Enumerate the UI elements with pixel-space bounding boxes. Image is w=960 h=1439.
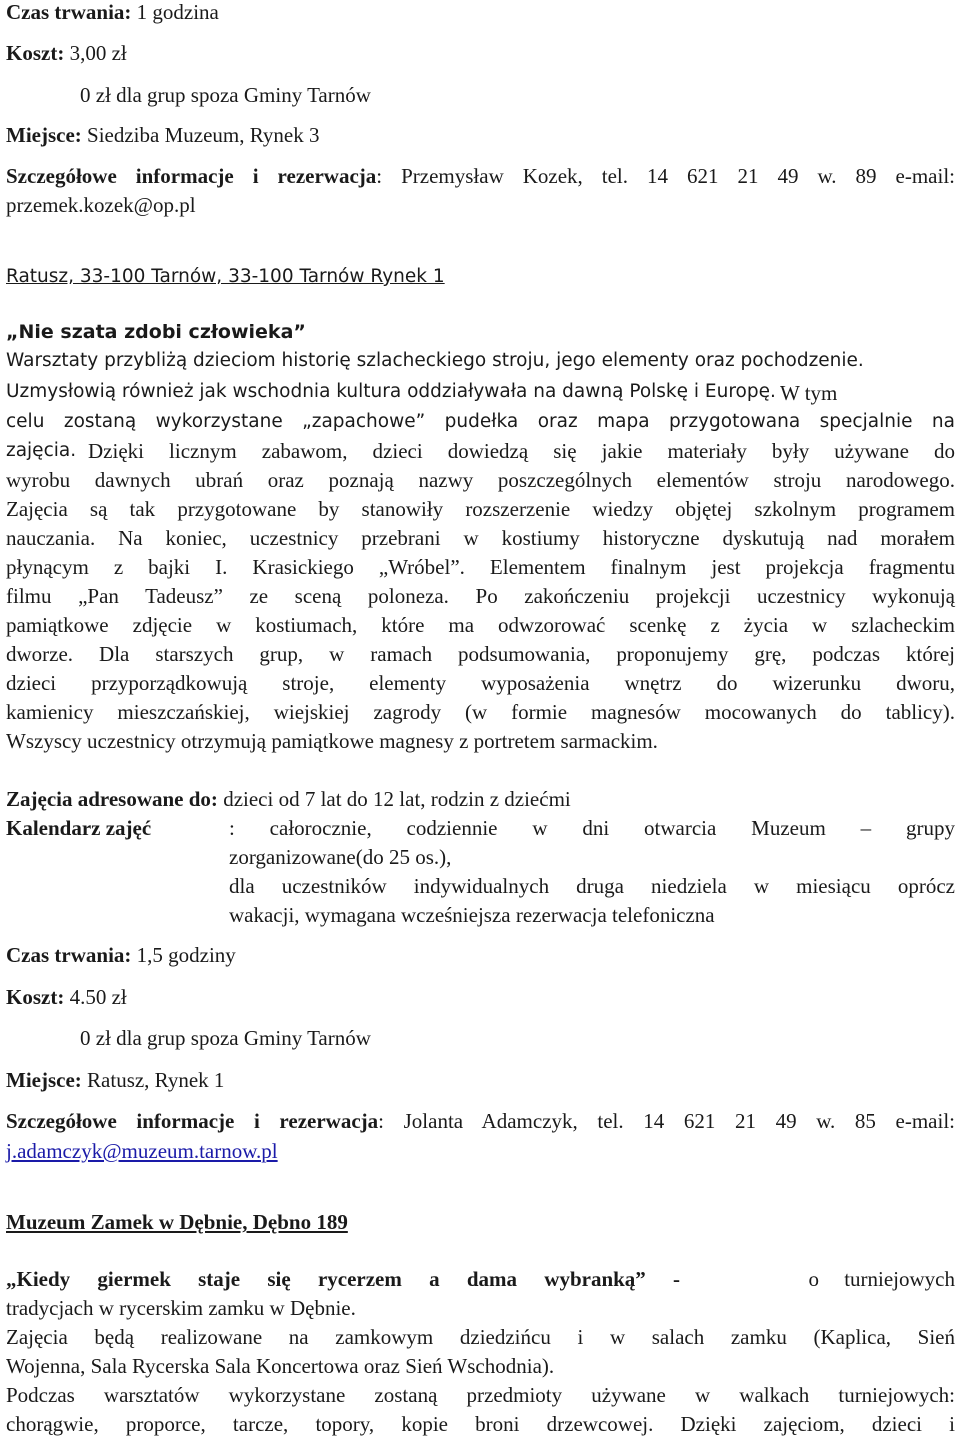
paragraph-line: kamienicy mieszczańskiej, wiejskiej zagrody (w formie magnesów mocowanych do tablicy). [6,700,955,724]
calendar-value-line: dla uczestników indywidualnych druga niedziela w miesiącu oprócz [229,874,955,898]
paragraph-line: Warsztaty przybliżą dzieciom historię szlacheckiego stroju, jego elementy oraz pochodzenie. [6,350,864,371]
workshop-title-rest: o turniejowych [808,1267,955,1291]
calendar-value-line: : całorocznie, codziennie w dni otwarcia Muzeum – grupy [229,816,955,840]
duration-value: 1 godzina [131,0,219,24]
cost-extra-line: 0 zł dla grup spoza Gminy Tarnów [80,83,371,107]
paragraph-line: Zajęcia będą realizowane na zamkowym dziedzińcu i w salach zamku (Kaplica, Sień [6,1325,955,1349]
cost-line [6,985,127,1009]
paragraph-line: filmu „Pan Tadeusz” ze sceną poloneza. Po zakończeniu projekcji uczestnicy wykonują [6,584,955,608]
duration-line [6,0,219,24]
paragraph-line: Zajęcia są tak przygotowane by stanowiły rozszerzenie wiedzy objętej szkolnym programem [6,497,955,521]
calendar-line [6,816,151,840]
section-heading-ratusz: Ratusz, 33-100 Tarnów, 33-100 Tarnów Rynek 1 [6,266,445,287]
cost-line [6,41,127,65]
paragraph-line: zajęcia. [6,440,77,461]
paragraph-line: dzieci przyporządkowują stroje, elementy wyposażenia wnętrz do wizerunku dworu, [6,671,955,695]
contact-label: Szczegółowe informacje i rezerwacja [6,1109,379,1133]
contact-value: : Jolanta Adamczyk, tel. 14 621 21 49 w. 85 e-mail: [378,1109,956,1133]
paragraph-line: Wojenna, Sala Rycerska Sala Koncertowa oraz Sień Wschodnia). [6,1354,555,1378]
section-heading-debno: Muzeum Zamek w Dębnie, Dębno 189 [6,1210,348,1234]
audience-line [6,787,571,811]
contact-line [6,1109,955,1133]
paragraph-line: Wszyscy uczestnicy otrzymują pamiątkowe magnesy z portretem sarmackim. [6,729,658,753]
cost-value: 3,00 zł [64,41,127,65]
paragraph-line: W tym [780,381,838,405]
paragraph-line: tradycjach w rycerskim zamku w Dębnie. [6,1296,356,1320]
place-line [6,1068,224,1092]
place-value: Ratusz, Rynek 1 [81,1068,225,1092]
duration-value: 1,5 godziny [131,943,236,967]
duration-label: Czas trwania: [6,0,132,24]
paragraph-line: Dzięki licznym zabawom, dzieci dowiedzą się jakie materiały były używane do [88,439,955,463]
paragraph-line: Uzmysłowią również jak wschodnia kultura oddziaływała na dawną Polskę i Europę. [6,381,776,402]
place-line [6,123,319,147]
contact-label: Szczegółowe informacje i rezerwacja [6,164,377,188]
contact-email[interactable]: przemek.kozek@op.pl [6,193,196,217]
paragraph-line: nauczania. Na koniec, uczestnicy przebrani w kostiumy historyczne dyskutują nad morałem [6,526,955,550]
contact-email-link[interactable]: j.adamczyk@muzeum.tarnow.pl [6,1139,278,1163]
place-label: Miejsce: [6,123,82,147]
paragraph-line: płynącym z bajki I. Krasickiego „Wróbel”. Elementem finalnym jest projekcja fragmentu [6,555,955,579]
place-label: Miejsce: [6,1068,82,1092]
contact-value: : Przemysław Kozek, tel. 14 621 21 49 w. 89 e-mail: [376,164,955,188]
audience-value: dzieci od 7 lat do 12 lat, rodzin z dziećmi [217,787,571,811]
cost-label: Koszt: [6,41,65,65]
cost-extra-line: 0 zł dla grup spoza Gminy Tarnów [80,1026,371,1050]
workshop-title-debno [6,1267,955,1291]
calendar-value-line: zorganizowane(do 25 os.), [229,845,452,869]
duration-label: Czas trwania: [6,943,132,967]
cost-label: Koszt: [6,985,65,1009]
workshop-title-ratusz: „Nie szata zdobi człowieka” [6,321,306,343]
paragraph-line: pamiątkowe zdjęcie w kostiumach, które ma odwzorować scenkę z życia w szlacheckim [6,613,955,637]
cost-value: 4.50 zł [64,985,127,1009]
workshop-title-bold: „Kiedy giermek staje się rycerzem a dama wybranką” - [6,1267,681,1291]
paragraph-line: chorągwie, proporce, tarcze, topory, kopie broni drzewcowej. Dzięki zajęciom, dzieci i [6,1412,955,1436]
contact-line [6,164,955,188]
place-value: Siedziba Muzeum, Rynek 3 [81,123,320,147]
paragraph-line: wyrobu dawnych ubrań oraz poznają nazwy poszczególnych elementów stroju narodowego. [6,468,955,492]
paragraph-line: Podczas warsztatów wykorzystane zostaną przedmioty używane w walkach turniejowych: [6,1383,955,1407]
duration-line [6,943,236,967]
audience-label: Zajęcia adresowane do: [6,787,218,811]
paragraph-line: dworze. Dla starszych grup, w ramach podsumowania, proponujemy grę, podczas której [6,642,955,666]
calendar-label: Kalendarz zajęć [6,816,152,840]
paragraph-line: celu zostaną wykorzystane „zapachowe” pudełka oraz mapa przygotowana specjalnie na [6,411,955,432]
calendar-value-line: wakacji, wymagana wcześniejsza rezerwacja telefoniczna [229,903,715,927]
